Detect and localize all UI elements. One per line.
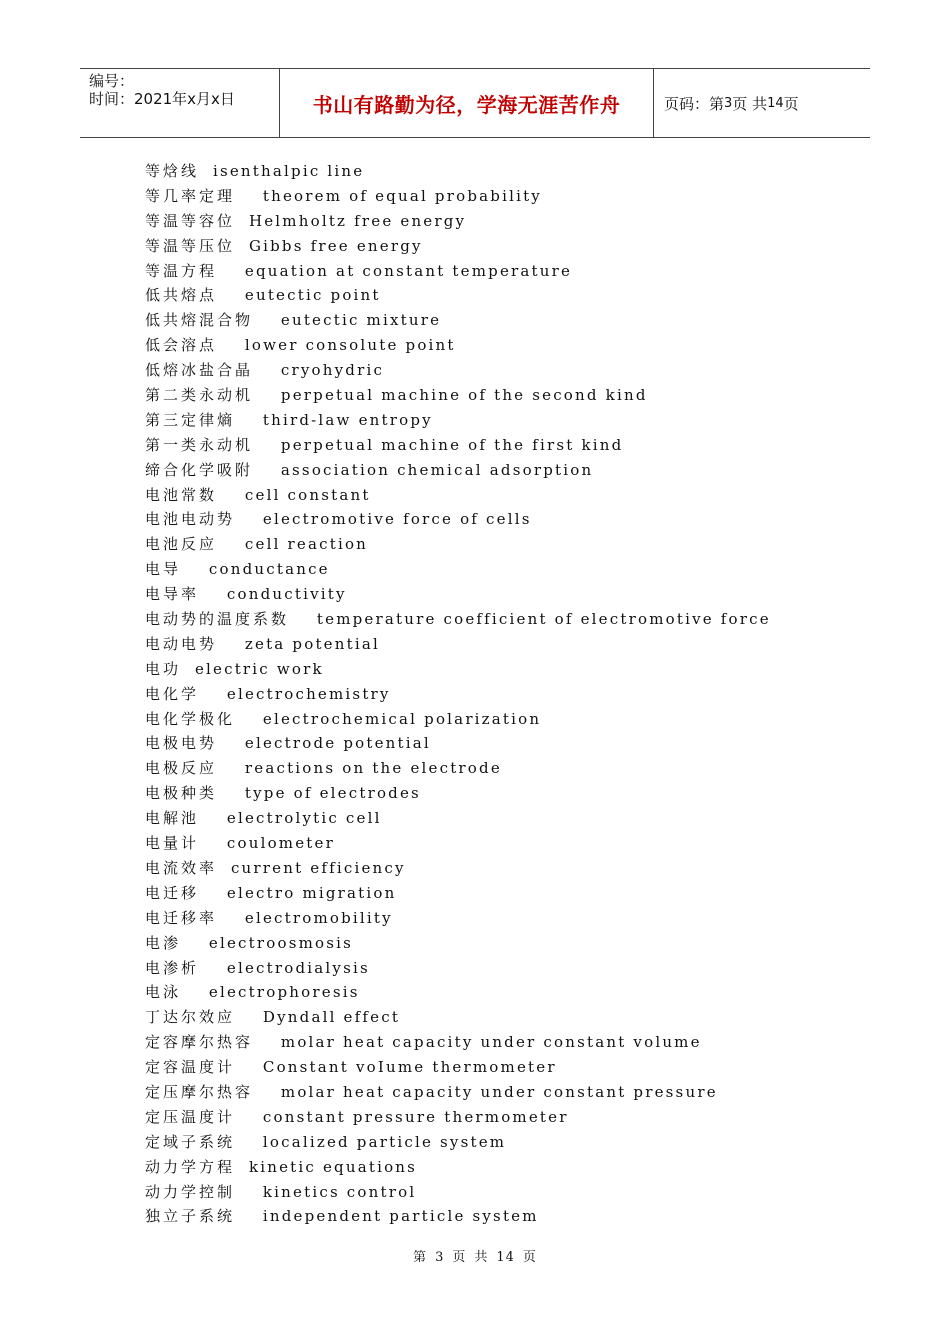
entry-gap (253, 361, 281, 379)
glossary-entry (145, 1030, 845, 1055)
glossary-entry (145, 607, 845, 632)
entry-gap (217, 734, 245, 752)
document-number-label: 编号： (89, 72, 135, 90)
entry-gap (235, 1108, 263, 1126)
glossary-entry (145, 806, 845, 831)
entry-gap (235, 510, 263, 528)
entry-chinese-term: 动力学控制 (145, 1182, 236, 1201)
entry-gap (199, 809, 227, 827)
entry-gap (199, 959, 227, 977)
glossary-entry (145, 1155, 845, 1180)
entry-english-term: perpetual machine of the second kind (280, 386, 648, 405)
entry-english-term: electro migration (226, 883, 397, 902)
entry-english-term: electric work (194, 659, 324, 678)
page-total: 14 (767, 95, 784, 111)
entry-gap (235, 1207, 263, 1225)
entry-chinese-term: 电渗 (145, 933, 182, 952)
entry-chinese-term: 电功 (145, 659, 182, 678)
glossary-entry (145, 259, 845, 284)
entry-chinese-term: 电动电势 (145, 634, 218, 653)
entry-gap (217, 535, 245, 553)
entry-gap (289, 610, 317, 628)
document-time-label: 时间：2021年x月x日 (89, 90, 235, 108)
entry-gap (199, 884, 227, 902)
entry-gap (235, 411, 263, 429)
entry-chinese-term: 定压摩尔热容 (145, 1082, 254, 1101)
entry-english-term: electromobility (244, 908, 393, 927)
glossary-entry (145, 1130, 845, 1155)
header-page-info (654, 69, 870, 137)
entry-chinese-term: 动力学方程 (145, 1157, 236, 1176)
footer-prefix: 第 (413, 1250, 428, 1265)
entry-gap (235, 237, 249, 255)
entry-chinese-term: 低共熔混合物 (145, 311, 254, 330)
entry-english-term: type of electrodes (244, 784, 421, 803)
entry-chinese-term: 定域子系统 (145, 1132, 236, 1151)
entry-english-term: constant pressure thermometer (262, 1107, 569, 1126)
entry-chinese-term: 等温等容位 (145, 211, 236, 230)
entry-chinese-term: 电极电势 (145, 734, 218, 753)
entry-english-term: eutectic mixture (280, 311, 442, 330)
entry-english-term: electrolytic cell (226, 809, 382, 828)
footer-mid2: 共 (474, 1250, 489, 1265)
entry-chinese-term: 第三定律熵 (145, 410, 236, 429)
glossary-entry (145, 707, 845, 732)
entry-gap (253, 386, 281, 404)
entry-gap (253, 436, 281, 454)
entry-english-term: cryohydric (280, 361, 385, 380)
glossary-entry (145, 209, 845, 234)
entry-english-term: conductance (208, 560, 330, 579)
page-prefix: 页码：第 (664, 94, 725, 113)
entry-chinese-term: 电泳 (145, 983, 182, 1002)
entry-gap (235, 1058, 263, 1076)
glossary-entry (145, 682, 845, 707)
entry-chinese-term: 等几率定理 (145, 186, 236, 205)
glossary-entry (145, 731, 845, 756)
entry-gap (217, 262, 245, 280)
entry-chinese-term: 电化学极化 (145, 709, 236, 728)
entry-chinese-term: 等温等压位 (145, 236, 236, 255)
glossary-entry (145, 483, 845, 508)
entry-chinese-term: 电极反应 (145, 759, 218, 778)
entry-gap (199, 585, 227, 603)
entry-english-term: electrochemistry (226, 684, 391, 703)
entry-english-term: temperature coefficient of electromotive force (316, 610, 771, 629)
entry-english-term: Gibbs free energy (248, 236, 423, 255)
page-suffix: 页 (783, 94, 799, 113)
entry-english-term: localized particle system (262, 1132, 507, 1151)
entry-english-term: association chemical adsorption (280, 460, 594, 479)
glossary-entry (145, 184, 845, 209)
entry-chinese-term: 缔合化学吸附 (145, 460, 254, 479)
entry-english-term: kinetic equations (248, 1157, 418, 1176)
entry-gap (235, 1183, 263, 1201)
entry-chinese-term: 电导 (145, 560, 182, 579)
entry-gap (217, 486, 245, 504)
glossary-entry (145, 358, 845, 383)
entry-english-term: electrochemical polarization (262, 709, 542, 728)
glossary-entry (145, 234, 845, 259)
entry-english-term: conductivity (226, 585, 347, 604)
entry-gap (235, 212, 249, 230)
entry-chinese-term: 电化学 (145, 684, 200, 703)
entry-english-term: independent particle system (262, 1207, 539, 1226)
glossary-entry (145, 1180, 845, 1205)
entry-english-term: perpetual machine of the first kind (280, 435, 624, 454)
entry-english-term: electroosmosis (208, 933, 354, 952)
page-current: 3 (724, 95, 733, 111)
entry-gap (199, 834, 227, 852)
entry-gap (217, 635, 245, 653)
entry-gap (235, 1133, 263, 1151)
entry-gap (235, 710, 263, 728)
glossary-entry (145, 408, 845, 433)
entry-gap (217, 286, 245, 304)
entry-chinese-term: 等温方程 (145, 261, 218, 280)
entry-gap (181, 983, 209, 1001)
glossary-entry (145, 433, 845, 458)
glossary-entry (145, 159, 845, 184)
entry-english-term: isenthalpic line (212, 162, 365, 180)
entry-english-term: electrodialysis (226, 958, 370, 977)
entry-chinese-term: 电导率 (145, 585, 200, 604)
entry-gap (253, 1033, 281, 1051)
entry-chinese-term: 第二类永动机 (145, 386, 254, 405)
glossary-entry (145, 906, 845, 931)
glossary-entry (145, 1055, 845, 1080)
entry-gap (253, 461, 281, 479)
entry-chinese-term: 电迁移 (145, 883, 200, 902)
entry-gap (199, 685, 227, 703)
glossary-entry (145, 980, 845, 1005)
entry-chinese-term: 电解池 (145, 809, 200, 828)
glossary-entry (145, 1080, 845, 1105)
glossary-entry (145, 632, 845, 657)
entry-chinese-term: 定容温度计 (145, 1058, 236, 1077)
entry-english-term: Dyndall effect (262, 1008, 401, 1027)
glossary-entry (145, 1204, 845, 1229)
entry-chinese-term: 电迁移率 (145, 908, 218, 927)
entry-english-term: third-law entropy (262, 410, 433, 429)
glossary-entry (145, 931, 845, 956)
glossary-entry (145, 582, 845, 607)
glossary-entry (145, 956, 845, 981)
entry-gap (217, 909, 245, 927)
glossary-entry (145, 308, 845, 333)
entry-english-term: molar heat capacity under constant volume (280, 1033, 702, 1052)
footer-total: 14 (496, 1250, 515, 1265)
glossary-list (145, 159, 845, 1229)
entry-chinese-term: 定容摩尔热容 (145, 1033, 254, 1052)
entry-chinese-term: 第一类永动机 (145, 435, 254, 454)
entry-gap (181, 934, 209, 952)
glossary-entry (145, 881, 845, 906)
entry-english-term: molar heat capacity under constant pressure (280, 1082, 718, 1101)
entry-english-term: lower consolute point (244, 336, 456, 355)
header-meta (80, 69, 280, 137)
entry-gap (217, 336, 245, 354)
glossary-entry (145, 283, 845, 308)
entry-chinese-term: 低会溶点 (145, 336, 218, 355)
entry-english-term: coulometer (226, 834, 335, 853)
entry-gap (235, 1008, 263, 1026)
glossary-entry (145, 1105, 845, 1130)
entry-chinese-term: 电池反应 (145, 535, 218, 554)
entry-gap (199, 162, 213, 180)
entry-chinese-term: 丁达尔效应 (145, 1008, 236, 1027)
entry-english-term: Helmholtz free energy (248, 211, 467, 230)
entry-english-term: electrophoresis (208, 983, 360, 1002)
glossary-entry (145, 1005, 845, 1030)
entry-gap (235, 1158, 249, 1176)
header-motto: 书山有路勤为径，学海无涯苦作舟 (280, 69, 654, 137)
entry-english-term: kinetics control (262, 1182, 417, 1201)
glossary-entry (145, 458, 845, 483)
entry-gap (253, 311, 281, 329)
entry-english-term: zeta potential (244, 634, 380, 653)
entry-english-term: electrode potential (244, 734, 431, 753)
entry-chinese-term: 低熔冰盐合晶 (145, 361, 254, 380)
entry-chinese-term: 电池电动势 (145, 510, 236, 529)
entry-english-term: reactions on the electrode (244, 759, 502, 778)
entry-chinese-term: 等焓线 (145, 162, 200, 180)
entry-english-term: cell constant (244, 485, 371, 504)
glossary-entry (145, 831, 845, 856)
entry-gap (217, 784, 245, 802)
entry-chinese-term: 电动势的温度系数 (145, 610, 290, 629)
entry-gap (217, 859, 231, 877)
entry-english-term: cell reaction (244, 535, 369, 554)
entry-chinese-term: 电渗析 (145, 958, 200, 977)
page-header (80, 68, 870, 138)
entry-english-term: equation at constant temperature (244, 261, 573, 280)
entry-english-term: current efficiency (230, 858, 406, 877)
entry-gap (181, 660, 195, 678)
glossary-entry (145, 557, 845, 582)
entry-english-term: theorem of equal probability (262, 186, 542, 205)
footer-suffix: 页 (522, 1250, 537, 1265)
glossary-entry (145, 756, 845, 781)
entry-chinese-term: 电极种类 (145, 784, 218, 803)
page-footer (0, 1246, 950, 1265)
footer-current: 3 (435, 1250, 445, 1265)
entry-chinese-term: 低共熔点 (145, 286, 218, 305)
entry-english-term: electromotive force of cells (262, 510, 532, 529)
page-mid: 页 共 (732, 94, 768, 113)
glossary-entry (145, 532, 845, 557)
footer-mid1: 页 (452, 1250, 467, 1265)
entry-chinese-term: 独立子系统 (145, 1207, 236, 1226)
glossary-entry (145, 507, 845, 532)
glossary-entry (145, 333, 845, 358)
entry-english-term: Constant voIume thermometer (262, 1058, 557, 1077)
entry-english-term: eutectic point (244, 286, 381, 305)
entry-chinese-term: 电池常数 (145, 485, 218, 504)
entry-gap (235, 187, 263, 205)
entry-gap (253, 1083, 281, 1101)
entry-gap (181, 560, 209, 578)
entry-gap (217, 759, 245, 777)
glossary-entry (145, 383, 845, 408)
glossary-entry (145, 781, 845, 806)
entry-chinese-term: 电流效率 (145, 858, 218, 877)
glossary-entry (145, 657, 845, 682)
glossary-entry (145, 856, 845, 881)
entry-chinese-term: 定压温度计 (145, 1107, 236, 1126)
entry-chinese-term: 电量计 (145, 834, 200, 853)
